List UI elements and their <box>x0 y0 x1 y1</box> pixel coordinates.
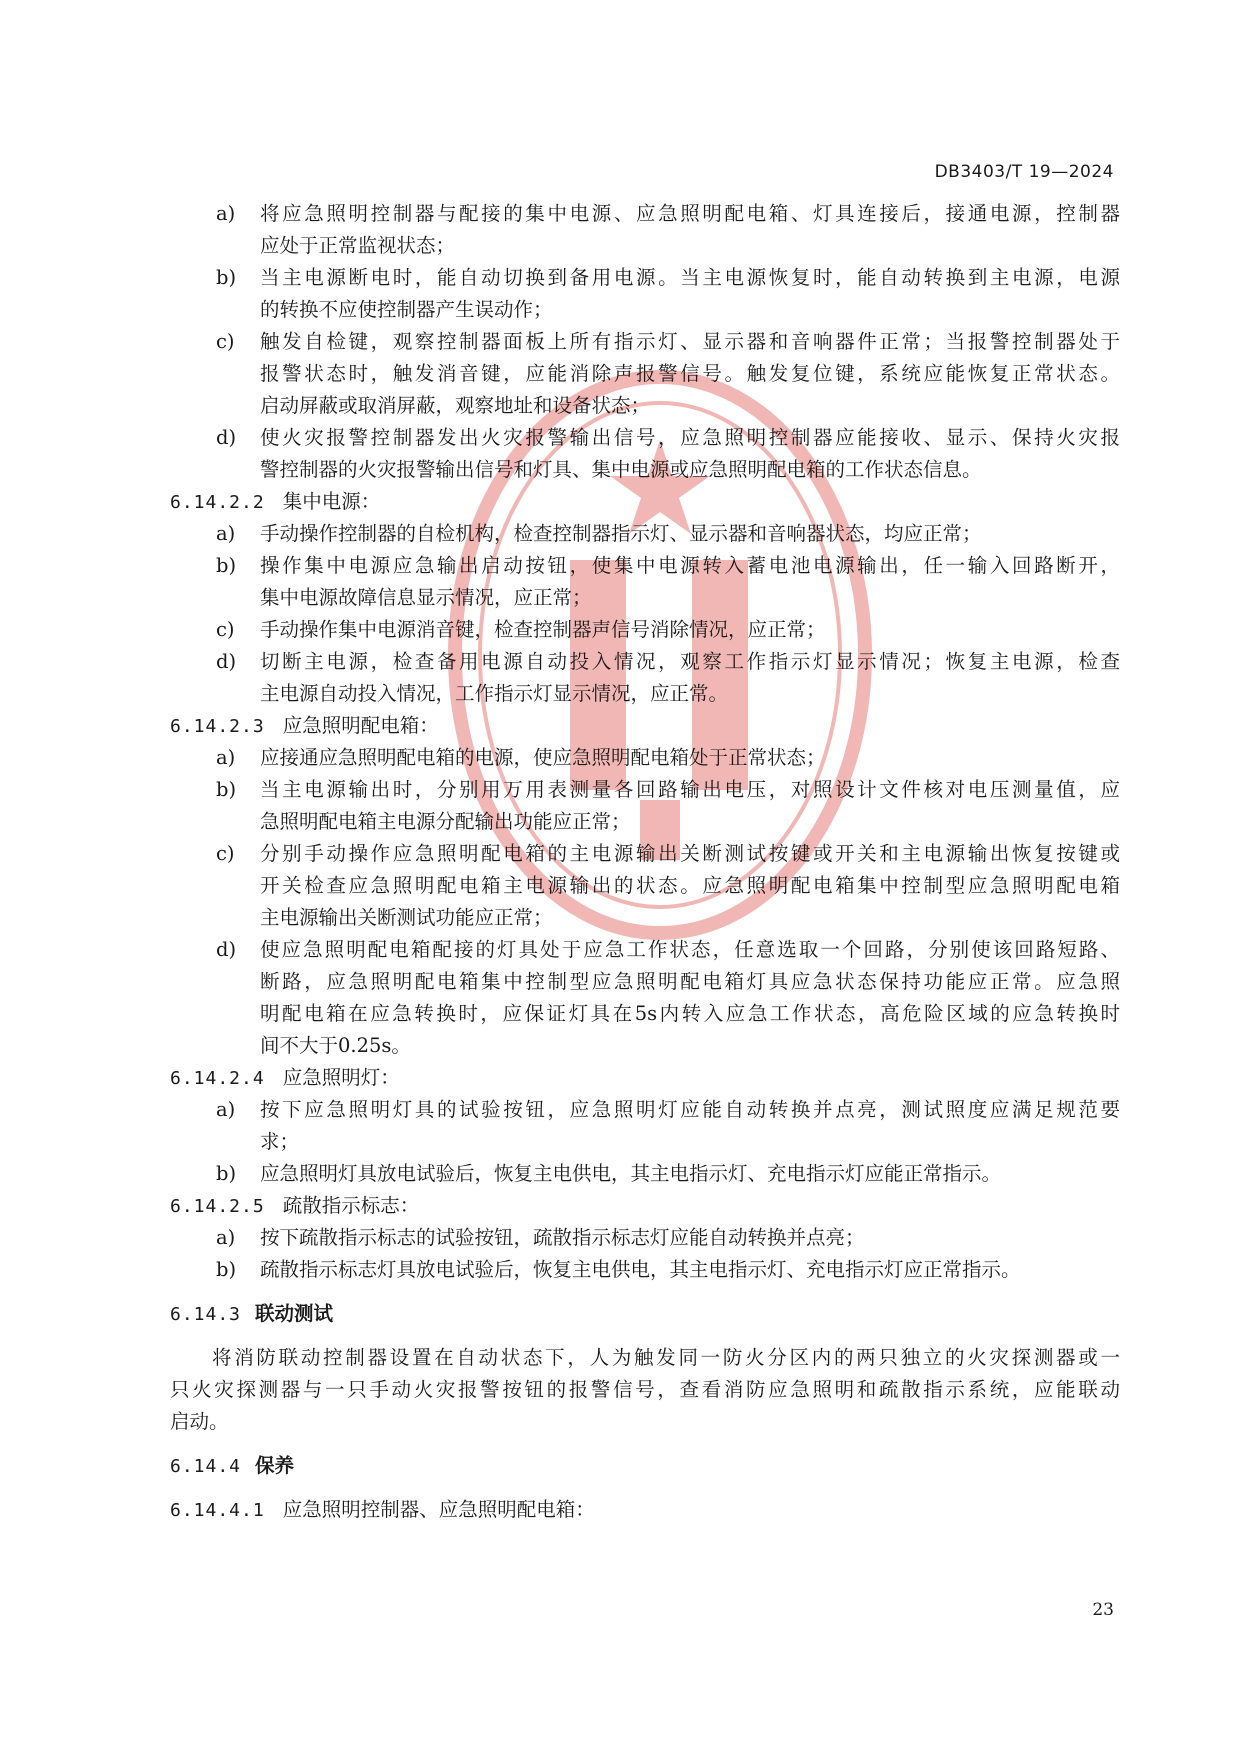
list-item-marker: d) <box>216 938 237 961</box>
list-item-text: 切断主电源，检查备用电源自动投入情况，观察工作指示灯显示情况；恢复主电源，检查 <box>260 650 1120 673</box>
list-item-line <box>170 678 1120 710</box>
document-code: DB3403/T 19—2024 <box>934 162 1114 182</box>
section-number: 6.14.3 <box>170 1304 242 1325</box>
list-item-line <box>170 806 1120 838</box>
list-item-line <box>170 614 1120 646</box>
list-item-marker <box>170 358 260 390</box>
list-item-marker: b) <box>216 1162 237 1185</box>
subsection-title: 疏散指示标志： <box>282 1194 420 1217</box>
list-item-marker: b) <box>216 266 237 289</box>
list-item-line <box>170 1094 1120 1126</box>
list-item-line <box>170 742 1120 774</box>
list-item-marker <box>170 1126 260 1158</box>
list-item-text: 断路，应急照明配电箱集中控制型应急照明配电箱灯具应急状态保持功能应正常。应急照 <box>260 970 1120 993</box>
list-item-text: 当主电源断电时，能自动切换到备用电源。当主电源恢复时，能自动转换到主电源，电源 <box>260 266 1120 289</box>
page-number: 23 <box>1092 1600 1114 1620</box>
list-item-marker: b) <box>216 1258 237 1281</box>
list-item-text: 手动操作控制器的自检机构，检查控制器指示灯、显示器和音响器状态，均应正常； <box>260 522 982 545</box>
list-item-text: 使火灾报警控制器发出火灾报警输出信号，应急照明控制器应能接收、显示、保持火灾报 <box>260 426 1120 449</box>
list-item-line <box>170 326 1120 358</box>
subsection-heading-6-14-2-5 <box>170 1190 1120 1222</box>
subsection-heading-6-14-2-3 <box>170 710 1120 742</box>
subsection-number: 6.14.2.5 <box>170 1196 265 1217</box>
list-item-text: 的转换不应使控制器产生误动作； <box>260 298 553 321</box>
list-item-marker: d) <box>216 650 237 673</box>
list-item-line <box>170 998 1120 1030</box>
list-item-marker <box>170 390 260 422</box>
list-item-line <box>170 230 1120 262</box>
list-item-line <box>170 1030 1120 1062</box>
section-title: 联动测试 <box>255 1302 334 1325</box>
list-item-marker <box>170 870 260 902</box>
list-item-line <box>170 518 1120 550</box>
list-item-line <box>170 902 1120 934</box>
list-item-line <box>170 646 1120 678</box>
list-item-line <box>170 262 1120 294</box>
list-item-marker: b) <box>216 554 237 577</box>
list-item-text: 操作集中电源应急输出启动按钮，使集中电源转入蓄电池电源输出，任一输入回路断开， <box>260 554 1120 577</box>
list-item-text: 应接通应急照明配电箱的电源，使应急照明配电箱处于正常状态； <box>260 746 826 769</box>
list-item-line <box>170 358 1120 390</box>
list-item-marker <box>170 998 260 1030</box>
list-item-line <box>170 934 1120 966</box>
subsection-heading-6-14-2-2 <box>170 486 1120 518</box>
list-item-line <box>170 422 1120 454</box>
list-item-marker <box>170 294 260 326</box>
list-item-marker <box>170 454 260 486</box>
list-item-marker <box>170 966 260 998</box>
list-item-line <box>170 294 1120 326</box>
list-item-marker: b) <box>216 778 237 801</box>
list-item-marker: a) <box>216 202 236 225</box>
list-item-marker: d) <box>216 426 237 449</box>
list-item-line <box>170 966 1120 998</box>
section-6-14-2-5-items <box>170 1222 1120 1286</box>
list-item-marker: a) <box>216 1226 236 1249</box>
list-item-text: 手动操作集中电源消音键，检查控制器声信号消除情况，应正常； <box>260 618 826 641</box>
list-item-text: 报警状态时，触发消音键，应能消除声报警信号。触发复位键，系统应能恢复正常状态。 <box>260 362 1120 385</box>
subsection-title: 应急照明控制器、应急照明配电箱： <box>282 1498 595 1521</box>
section-6-14-3-paragraph <box>170 1342 1120 1438</box>
paragraph-line: 启动。 <box>170 1410 229 1433</box>
subsection-title: 应急照明灯： <box>282 1066 400 1089</box>
list-item-text: 急照明配电箱主电源分配输出功能应正常； <box>260 810 631 833</box>
list-item-line <box>170 774 1120 806</box>
list-item-text: 集中电源故障信息显示情况，应正常； <box>260 586 592 609</box>
list-item-text: 警控制器的火灾报警输出信号和灯具、集中电源或应急照明配电箱的工作状态信息。 <box>260 458 982 481</box>
list-item-marker <box>170 678 260 710</box>
list-item-text: 应急照明灯具放电试验后，恢复主电供电，其主电指示灯、充电指示灯应能正常指示。 <box>260 1162 1002 1185</box>
list-item-line <box>170 454 1120 486</box>
section-heading-6-14-4 <box>170 1450 1120 1482</box>
list-item-line <box>170 1126 1120 1158</box>
list-item-text: 启动屏蔽或取消屏蔽，观察地址和设备状态； <box>260 394 651 417</box>
section-6-14-2-2-items <box>170 518 1120 710</box>
list-item-text: 主电源自动投入情况，工作指示灯显示情况，应正常。 <box>260 682 729 705</box>
list-item-text: 应处于正常监视状态； <box>260 234 456 257</box>
list-item-line <box>170 838 1120 870</box>
subsection-number: 6.14.4.1 <box>170 1500 265 1521</box>
subsection-number: 6.14.2.3 <box>170 716 265 737</box>
list-item-text: 开关检查应急照明配电箱主电源输出的状态。应急照明配电箱集中控制型应急照明配电箱 <box>260 874 1120 897</box>
section-6-14-2-4-items <box>170 1094 1120 1190</box>
list-item-text: 按下应急照明灯具的试验按钮，应急照明灯应能自动转换并点亮，测试照度应满足规范要 <box>260 1098 1120 1121</box>
list-item-text: 疏散指示标志灯具放电试验后，恢复主电供电，其主电指示灯、充电指示灯应正常指示。 <box>260 1258 1021 1281</box>
list-item-line <box>170 870 1120 902</box>
list-item-text: 分别手动操作应急照明配电箱的主电源输出关断测试按键或开关和主电源输出恢复按键或 <box>260 842 1120 865</box>
list-item-line <box>170 1158 1120 1190</box>
list-item-marker: a) <box>216 522 236 545</box>
list-item-line <box>170 550 1120 582</box>
list-item-marker: c) <box>216 330 235 353</box>
list-item-marker: c) <box>216 842 235 865</box>
list-item-text: 使应急照明配电箱配接的灯具处于应急工作状态，任意选取一个回路，分别使该回路短路、 <box>260 938 1120 961</box>
list-item-text: 主电源输出关断测试功能应正常； <box>260 906 553 929</box>
subsection-heading-6-14-2-4 <box>170 1062 1120 1094</box>
list-item-text: 求； <box>260 1130 300 1153</box>
section-number: 6.14.4 <box>170 1456 242 1477</box>
subsection-title: 应急照明配电箱： <box>282 714 439 737</box>
list-item-marker: c) <box>216 618 235 641</box>
section-6-14-2-3-items <box>170 742 1120 1062</box>
list-item-line <box>170 582 1120 614</box>
list-item-line <box>170 1254 1120 1286</box>
list-item-marker <box>170 902 260 934</box>
document-body <box>170 198 1120 1526</box>
list-item-marker <box>170 230 260 262</box>
list-item-marker: a) <box>216 1098 236 1121</box>
list-item-text: 按下疏散指示标志的试验按钮，疏散指示标志灯应能自动转换并点亮； <box>260 1226 865 1249</box>
list-item-marker <box>170 582 260 614</box>
paragraph-line: 将消防联动控制器设置在自动状态下，人为触发同一防火分区内的两只独立的火灾探测器或一 <box>212 1346 1120 1369</box>
subsection-number: 6.14.2.4 <box>170 1068 265 1089</box>
list-item-line <box>170 390 1120 422</box>
list-item-marker <box>170 806 260 838</box>
list-item-text: 当主电源输出时，分别用万用表测量各回路输出电压，对照设计文件核对电压测量值，应 <box>260 778 1120 801</box>
list-item-text: 将应急照明控制器与配接的集中电源、应急照明配电箱、灯具连接后，接通电源，控制器 <box>260 202 1120 225</box>
list-item-text: 触发自检键，观察控制器面板上所有指示灯、显示器和音响器件正常；当报警控制器处于 <box>260 330 1120 353</box>
section-title: 保养 <box>255 1454 295 1477</box>
section-heading-6-14-3 <box>170 1298 1120 1330</box>
list-item-line <box>170 1222 1120 1254</box>
subsection-title: 集中电源： <box>282 490 381 513</box>
list-item-line <box>170 198 1120 230</box>
subsection-number: 6.14.2.2 <box>170 492 265 513</box>
section-6-14-2-1-items <box>170 198 1120 486</box>
paragraph-line: 只火灾探测器与一只手动火灾报警按钮的报警信号，查看消防应急照明和疏散指示系统，应能联动 <box>170 1378 1120 1401</box>
list-item-text: 明配电箱在应急转换时，应保证灯具在5s内转入应急工作状态，高危险区域的应急转换时 <box>260 1002 1120 1025</box>
list-item-text: 间不大于0.25s。 <box>260 1034 411 1057</box>
list-item-marker <box>170 1030 260 1062</box>
subsection-heading-6-14-4-1 <box>170 1494 1120 1526</box>
list-item-marker: a) <box>216 746 236 769</box>
